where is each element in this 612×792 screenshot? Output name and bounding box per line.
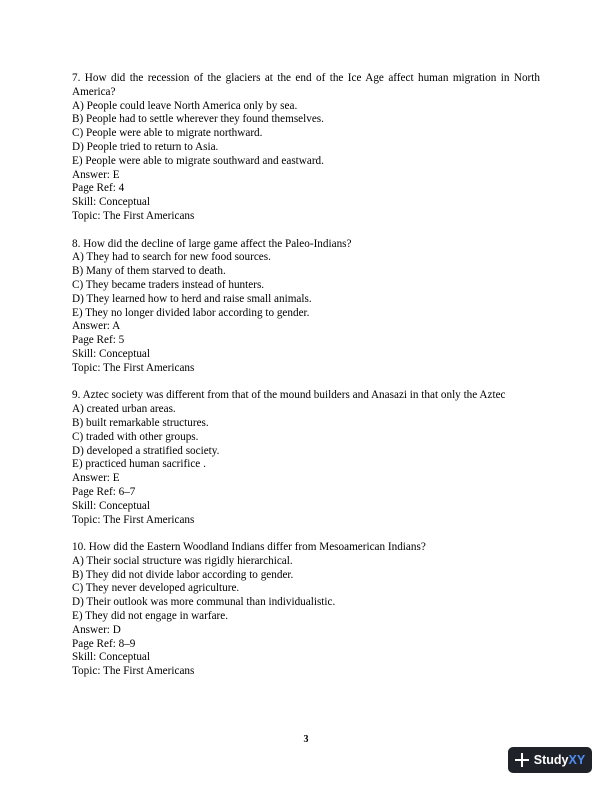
option-b: B) People had to settle wherever they found themselves.	[72, 113, 324, 126]
option-e: E) People were able to migrate southward and eastward.	[72, 154, 324, 167]
topic: Topic: The First Americans	[72, 209, 195, 222]
option-d: D) Their outlook was more communal than individualistic.	[72, 596, 336, 609]
question-stem: 10. How did the Eastern Woodland Indians differ from Mesoamerican Indians?	[72, 541, 426, 554]
option-e: E) practiced human sacrifice .	[72, 458, 206, 471]
page-number: 3	[303, 734, 309, 745]
option-a: A) created urban areas.	[72, 403, 176, 416]
option-e: E) They did not engage in warfare.	[72, 610, 229, 623]
page-ref: Page Ref: 5	[72, 334, 125, 347]
topic: Topic: The First Americans	[72, 665, 195, 678]
topic: Topic: The First Americans	[72, 513, 195, 526]
option-c: C) People were able to migrate northward.	[72, 127, 263, 140]
plus-icon	[515, 753, 529, 767]
page-ref: Page Ref: 8–9	[72, 637, 136, 650]
answer: Answer: A	[72, 320, 121, 333]
option-b: B) They did not divide labor according to gender.	[72, 568, 294, 581]
question-list	[72, 72, 540, 693]
skill: Skill: Conceptual	[72, 651, 150, 664]
skill: Skill: Conceptual	[72, 196, 150, 209]
question-stem: 7. How did the recession of the glaciers at the end of the Ice Age affect human migration in North America?	[72, 72, 540, 98]
option-c: C) traded with other groups.	[72, 430, 199, 443]
answer: Answer: E	[72, 168, 120, 181]
topic: Topic: The First Americans	[72, 361, 195, 374]
answer: Answer: E	[72, 472, 120, 485]
option-b: B) built remarkable structures.	[72, 416, 209, 429]
option-a: A) People could leave North America only by sea.	[72, 99, 298, 112]
page-ref: Page Ref: 6–7	[72, 485, 136, 498]
question-7	[72, 72, 540, 224]
studyxy-badge[interactable]	[508, 747, 592, 773]
option-d: D) People tried to return to Asia.	[72, 140, 219, 153]
brand-accent: XY	[568, 753, 586, 767]
answer: Answer: D	[72, 623, 121, 636]
page-ref: Page Ref: 4	[72, 182, 125, 195]
question-stem: 8. How did the decline of large game affect the Paleo-Indians?	[72, 237, 352, 250]
brand-main: Study	[533, 753, 569, 767]
question-10	[72, 541, 540, 679]
question-9	[72, 389, 540, 527]
question-stem: 9. Aztec society was different from that of the mound builders and Anasazi in that only the Aztec	[72, 389, 506, 402]
option-d: D) developed a stratified society.	[72, 444, 220, 457]
option-e: E) They no longer divided labor according to gender.	[72, 306, 310, 319]
option-a: A) Their social structure was rigidly hierarchical.	[72, 554, 293, 567]
skill: Skill: Conceptual	[72, 347, 150, 360]
question-8	[72, 238, 540, 376]
skill: Skill: Conceptual	[72, 499, 150, 512]
option-a: A) They had to search for new food sources.	[72, 251, 271, 264]
option-c: C) They never developed agriculture.	[72, 582, 240, 595]
option-c: C) They became traders instead of hunters.	[72, 278, 265, 291]
option-d: D) They learned how to herd and raise small animals.	[72, 292, 312, 305]
option-b: B) Many of them starved to death.	[72, 265, 226, 278]
